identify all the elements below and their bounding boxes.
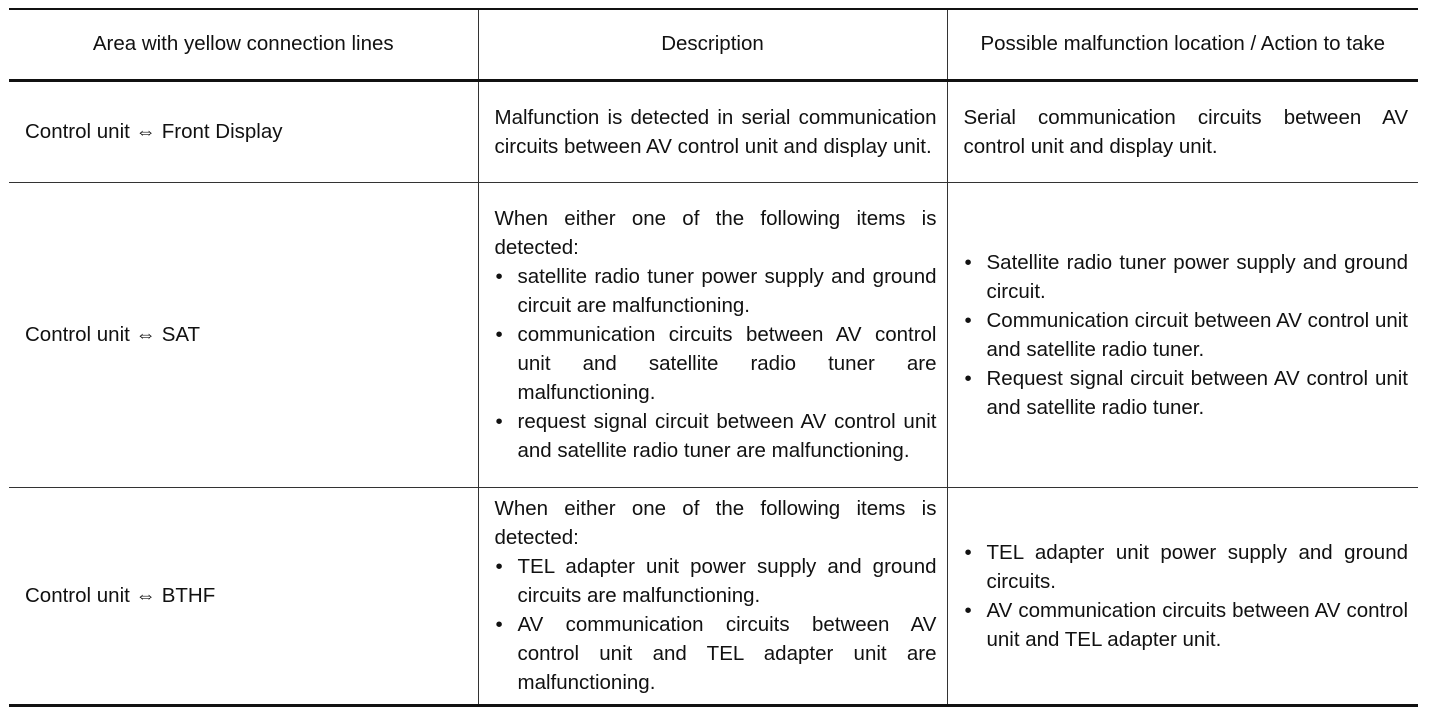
header-action: Possible malfunction location / Action to take: [947, 9, 1418, 80]
list-item: [495, 407, 937, 465]
list-item: [964, 538, 1409, 596]
list-item-text: Communication circuit between AV control unit and satellite radio tuner.: [986, 308, 1408, 361]
area-cell: Control unit ⇔ BTHF: [9, 487, 478, 705]
list-item-text: satellite radio tuner power supply and ground circuit are malfunctioning.: [517, 265, 937, 317]
header-area: Area with yellow connection lines: [9, 9, 478, 80]
list-item-text: communication circuits between AV control unit and satellite radio tuner are malfunctioning.: [517, 323, 937, 404]
bullet-icon: •: [495, 265, 503, 288]
table-row: [9, 487, 1418, 705]
table-header: [9, 9, 1418, 80]
table-row: [9, 80, 1418, 182]
bullet-icon: •: [964, 366, 972, 390]
table-row: [9, 182, 1418, 487]
bullet-icon: •: [964, 308, 972, 332]
list-item-text: TEL adapter unit power supply and ground circuits.: [986, 540, 1408, 593]
list-item-text: TEL adapter unit power supply and ground circuits are malfunctioning.: [517, 555, 937, 607]
list-item: [495, 552, 937, 610]
action-cell: [947, 80, 1418, 182]
list-item-text: AV communication circuits between AV control unit and TEL adapter unit.: [986, 598, 1408, 651]
bullet-icon: •: [495, 555, 503, 578]
action-list: [964, 538, 1409, 654]
description-cell: [478, 80, 947, 182]
action-list: [964, 248, 1409, 422]
list-item: [495, 320, 937, 407]
bullet-icon: •: [964, 598, 972, 622]
bullet-icon: •: [964, 540, 972, 564]
list-item-text: Satellite radio tuner power supply and ground circuit.: [986, 250, 1408, 303]
list-item-text: AV communication circuits between AV control unit and TEL adapter unit are malfunctioning.: [517, 613, 937, 694]
description-cell: [478, 182, 947, 487]
description-list: [495, 262, 937, 465]
action-cell: [947, 487, 1418, 705]
bullet-icon: •: [495, 613, 503, 636]
list-item: [495, 610, 937, 697]
description-cell: [478, 487, 947, 705]
description-text: Malfunction is detected in serial communication circuits between AV control unit and display unit.: [494, 105, 937, 158]
header-row: [9, 9, 1418, 80]
malfunction-table: [9, 8, 1418, 707]
list-item-text: request signal circuit between AV control unit and satellite radio tuner are malfunctioning.: [517, 410, 937, 462]
action-text: Serial communication circuits between AV control unit and display unit.: [963, 105, 1408, 158]
area-cell: Control unit ⇔ Front Display: [9, 80, 478, 182]
bullet-icon: •: [495, 410, 503, 433]
list-item: [964, 248, 1409, 306]
description-list: [495, 552, 937, 697]
list-item: [964, 306, 1409, 364]
bullet-icon: •: [964, 250, 972, 274]
description-intro: When either one of the following items is detected:: [494, 207, 937, 259]
list-item: [964, 364, 1409, 422]
bullet-icon: •: [495, 323, 503, 346]
list-item: [495, 262, 937, 320]
area-cell: Control unit ⇔ SAT: [9, 182, 478, 487]
header-description: Description: [478, 9, 947, 80]
description-intro: When either one of the following items is detected:: [494, 497, 937, 549]
list-item: [964, 596, 1409, 654]
list-item-text: Request signal circuit between AV control unit and satellite radio tuner.: [986, 366, 1408, 419]
table-body: [9, 80, 1418, 705]
action-cell: [947, 182, 1418, 487]
